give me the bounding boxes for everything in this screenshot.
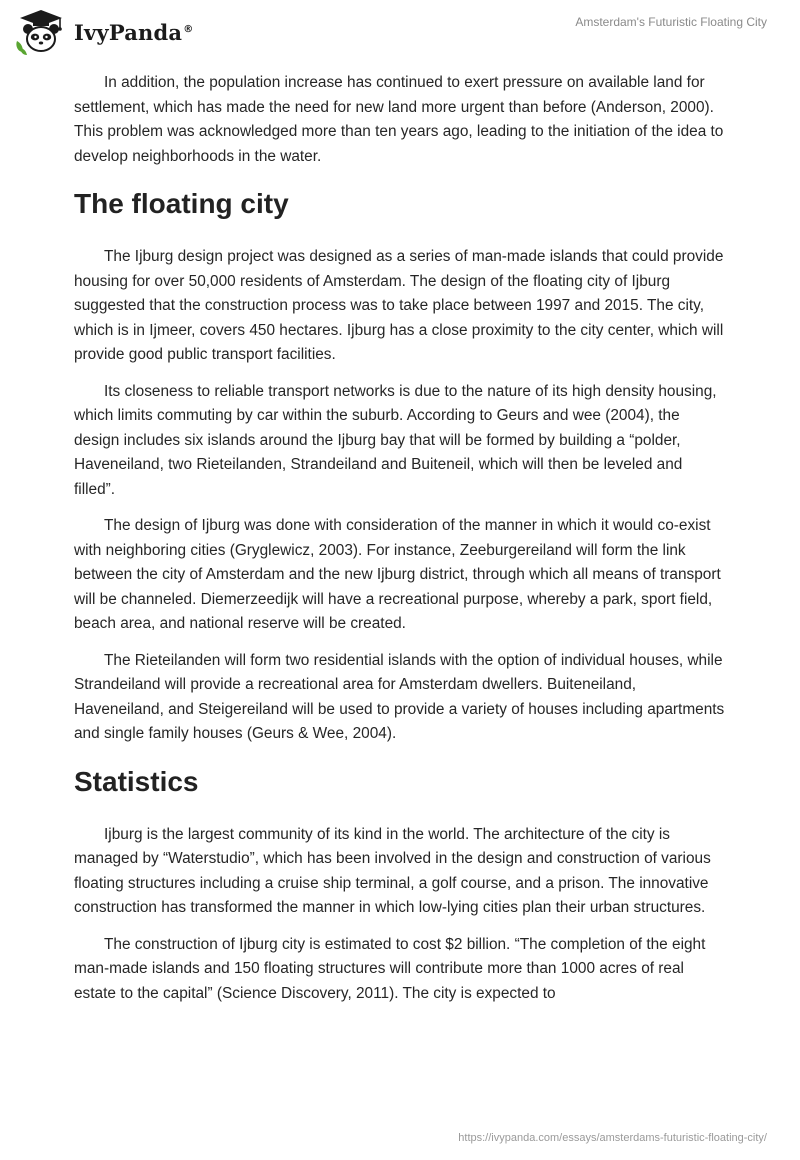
section-heading: The floating city bbox=[74, 188, 289, 219]
ivypanda-logo[interactable] bbox=[14, 8, 193, 56]
panda-graduate-icon bbox=[14, 8, 68, 56]
article-body bbox=[74, 71, 726, 1018]
registered-mark: ® bbox=[183, 23, 194, 35]
paragraph: The construction of Ijburg city is estimated to cost $2 billion. “The completion of the eight man-made islands and 150 floating structures will contribute more than 1000 acres of real estate to the capital” (Science Discovery, 2011). The city is expected to bbox=[74, 935, 706, 1002]
paragraph: The design of Ijburg was done with consideration of the manner in which it would co-exist with neighboring cities (Gryglewicz, 2003). For instance, Zeeburgereiland will form the link between the city of Amsterdam and the new Ijburg district, through which all means of transport will be channeled. Diemerzeedijk will have a recreational purpose, whereby a park, sport field, beach area, and national reserve will be created. bbox=[74, 517, 721, 632]
source-url[interactable]: https://ivypanda.com/essays/amsterdams-futuristic-floating-city/ bbox=[458, 1132, 767, 1144]
paragraph: The Rieteilanden will form two residential islands with the option of individual houses, while Strandeiland will provide a recreational area for Amsterdam dwellers. Buiteneiland, Haveneiland, and Steigereiland will be used to provide a variety of houses including apartments and single family houses (Geurs & Wee, 2004). bbox=[74, 651, 725, 742]
paragraph: Its closeness to reliable transport networks is due to the nature of its high density housing, which limits commuting by car within the suburb. According to Geurs and wee (2004), the design includes six islands around the Ijburg bay that will be formed by building a “polder, Haveneiland, two Rieteilanden, Strandeiland and Buiteneil, which will then be leveled and filled”. bbox=[74, 382, 717, 498]
document-title: Amsterdam's Futuristic Floating City bbox=[575, 15, 767, 29]
paragraph: The Ijburg design project was designed as a series of man-made islands that could provide housing for over 50,000 residents of Amsterdam. The design of the floating city of Ijburg suggested that the construction process was to take place between 1997 and 2015. The city, which is in Ijmeer, covers 450 hectares. Ijburg has a close proximity to the city center, which will provide good public transport facilities. bbox=[74, 248, 724, 363]
paragraph: In addition, the population increase has continued to exert pressure on available land for settlement, which has made the need for new land more urgent than before (Anderson, 2000). This problem was acknowledged more than ten years ago, leading to the initiation of the idea to develop neighborhoods in the water. bbox=[74, 74, 724, 165]
brand-name: IvyPanda® bbox=[74, 19, 194, 45]
page-header bbox=[0, 0, 800, 64]
section-heading: Statistics bbox=[74, 765, 199, 797]
paragraph: Ijburg is the largest community of its kind in the world. The architecture of the city is managed by “Waterstudio”, which has been involved in the design and construction of various floating structures including a cruise ship terminal, a golf course, and a prison. The innovative construction has transformed the manner in which low-lying cities plan their urban structures. bbox=[74, 825, 711, 916]
